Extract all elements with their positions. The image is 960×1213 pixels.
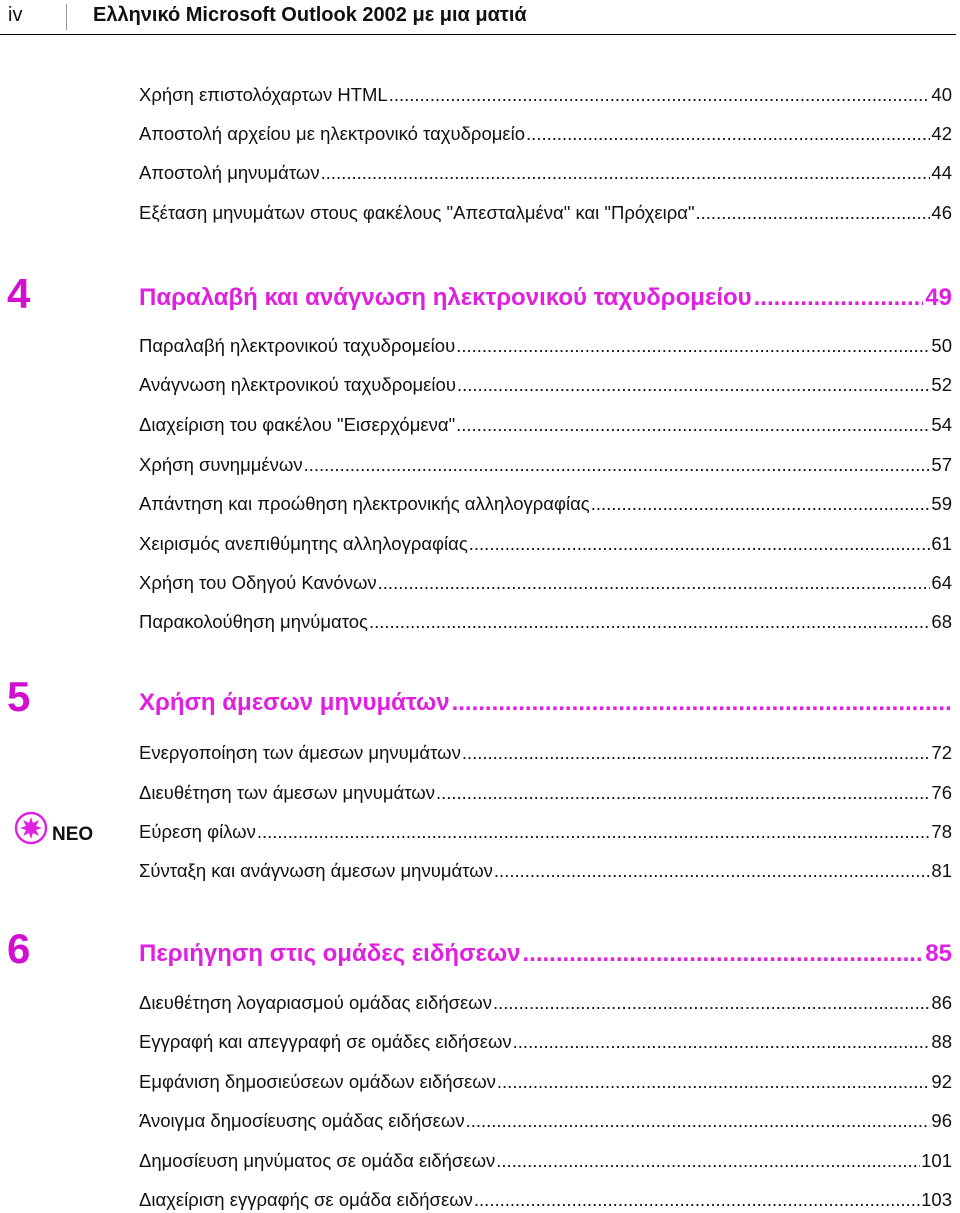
toc-entry-page: 46 bbox=[931, 202, 952, 223]
dot-leader bbox=[452, 689, 950, 717]
toc-entry-page: 72 bbox=[931, 742, 952, 763]
dot-leader bbox=[457, 374, 930, 396]
toc-entry-page: 101 bbox=[921, 1150, 952, 1171]
dot-leader bbox=[456, 414, 930, 436]
toc-entry-title: Εμφάνιση δημοσιεύσεων ομάδων ειδήσεων bbox=[139, 1071, 496, 1092]
chapter-number: 5 bbox=[7, 673, 31, 720]
toc-entry[interactable] bbox=[139, 1150, 952, 1172]
dot-leader bbox=[526, 123, 930, 145]
toc-entry[interactable] bbox=[139, 335, 952, 357]
toc-entry[interactable] bbox=[139, 454, 952, 476]
toc-entry-title: Διαχείριση του φακέλου "Εισερχόμενα" bbox=[139, 414, 456, 435]
toc-entry[interactable] bbox=[139, 821, 952, 843]
toc-entry-page: 88 bbox=[931, 1031, 952, 1052]
book-title: Ελληνικό Microsoft Outlook 2002 με μια ματιά bbox=[93, 4, 527, 26]
toc-entry-title: Άνοιγμα δημοσίευσης ομάδας ειδήσεων bbox=[139, 1110, 465, 1131]
toc-entry-page: 92 bbox=[931, 1071, 952, 1092]
dot-leader bbox=[321, 162, 931, 184]
toc-entry[interactable] bbox=[139, 123, 952, 145]
chapter-heading[interactable] bbox=[139, 940, 952, 968]
toc-entry[interactable] bbox=[139, 1071, 952, 1093]
dot-leader bbox=[462, 742, 931, 764]
toc-entry[interactable] bbox=[139, 1031, 952, 1053]
toc-entry-page: 57 bbox=[931, 454, 952, 475]
toc-entry-page: 81 bbox=[931, 860, 952, 881]
toc-entry-page: 76 bbox=[931, 782, 952, 803]
toc-entry[interactable] bbox=[139, 992, 952, 1014]
dot-leader bbox=[257, 821, 931, 843]
dot-leader bbox=[494, 860, 931, 882]
dot-leader bbox=[389, 84, 931, 106]
chapter-title: Περιήγηση στις ομάδες ειδήσεων bbox=[139, 940, 521, 967]
toc-entry-page: 40 bbox=[931, 84, 952, 105]
toc-entry-title: Εγγραφή και απεγγραφή σε ομάδες ειδήσεων bbox=[139, 1031, 512, 1052]
toc-entry-title: Διευθέτηση των άμεσων μηνυμάτων bbox=[139, 782, 435, 803]
toc-entry-title: Απάντηση και προώθηση ηλεκτρονικής αλληλογραφίας bbox=[139, 493, 590, 514]
toc-entry-page: 64 bbox=[931, 572, 952, 593]
header-divider bbox=[66, 4, 67, 30]
dot-leader bbox=[493, 992, 930, 1014]
dot-leader bbox=[591, 493, 931, 515]
toc-entry[interactable] bbox=[139, 533, 952, 555]
toc-entry-title: Ενεργοποίηση των άμεσων μηνυμάτων bbox=[139, 742, 461, 763]
toc-entry-title: Αποστολή αρχείου με ηλεκτρονικό ταχυδρομείο bbox=[139, 123, 526, 144]
toc-entry-title: Εξέταση μηνυμάτων στους φακέλους "Απεσταλμένα" και "Πρόχειρα" bbox=[139, 202, 695, 223]
page-number: iv bbox=[8, 4, 23, 26]
toc-entry-title: Χειρισμός ανεπιθύμητης αλληλογραφίας bbox=[139, 533, 468, 554]
toc-entry[interactable] bbox=[139, 1110, 952, 1132]
dot-leader bbox=[456, 335, 930, 357]
toc-entry[interactable] bbox=[139, 493, 952, 515]
chapter-heading[interactable] bbox=[139, 284, 952, 312]
toc-entry-title: Εύρεση φίλων bbox=[139, 821, 256, 842]
toc-entry-page: 52 bbox=[931, 374, 952, 395]
dot-leader bbox=[469, 533, 931, 555]
dot-leader bbox=[436, 782, 930, 804]
toc-entry-title: Σύνταξη και ανάγνωση άμεσων μηνυμάτων bbox=[139, 860, 493, 881]
dot-leader bbox=[304, 454, 931, 476]
dot-leader bbox=[754, 284, 924, 312]
toc-entry[interactable] bbox=[139, 1189, 952, 1211]
new-feature-burst-icon bbox=[14, 811, 48, 845]
toc-entry-title: Χρήση του Οδηγού Κανόνων bbox=[139, 572, 377, 593]
toc-entry-title: Ανάγνωση ηλεκτρονικού ταχυδρομείου bbox=[139, 374, 456, 395]
toc-entry[interactable] bbox=[139, 782, 952, 804]
toc-entry-page: 59 bbox=[931, 493, 952, 514]
toc-entry-title: Χρήση συνημμένων bbox=[139, 454, 303, 475]
toc-entry-page: 50 bbox=[931, 335, 952, 356]
toc-entry-title: Διαχείριση εγγραφής σε ομάδα ειδήσεων bbox=[139, 1189, 473, 1210]
toc-entry-page: 68 bbox=[931, 611, 952, 632]
new-label: ΝΕΟ bbox=[52, 824, 94, 845]
chapter-number: 6 bbox=[7, 925, 31, 972]
chapter-page: 49 bbox=[925, 284, 952, 311]
toc-entry-page: 96 bbox=[931, 1110, 952, 1131]
toc-entry-page: 54 bbox=[931, 414, 952, 435]
chapter-page: 85 bbox=[925, 940, 952, 967]
page-header bbox=[0, 0, 956, 35]
toc-entry-title: Χρήση επιστολόχαρτων HTML bbox=[139, 84, 388, 105]
chapter-heading[interactable] bbox=[139, 689, 952, 717]
toc-entry[interactable] bbox=[139, 742, 952, 764]
dot-leader bbox=[378, 572, 931, 594]
dot-leader bbox=[497, 1071, 931, 1093]
toc-entry-title: Διευθέτηση λογαριασμού ομάδας ειδήσεων bbox=[139, 992, 492, 1013]
toc-entry[interactable] bbox=[139, 611, 952, 633]
chapter-title: Παραλαβή και ανάγνωση ηλεκτρονικού ταχυδρομείου bbox=[139, 284, 752, 311]
dot-leader bbox=[496, 1150, 920, 1172]
chapter-title: Χρήση άμεσων μηνυμάτων bbox=[139, 689, 450, 716]
toc-entry-title: Αποστολή μηνυμάτων bbox=[139, 162, 320, 183]
toc-entry[interactable] bbox=[139, 84, 952, 106]
dot-leader bbox=[466, 1110, 931, 1132]
dot-leader bbox=[474, 1189, 920, 1211]
dot-leader bbox=[523, 940, 924, 968]
toc-entry[interactable] bbox=[139, 374, 952, 396]
toc-entry[interactable] bbox=[139, 414, 952, 436]
toc-entry-page: 103 bbox=[921, 1189, 952, 1210]
toc-entry[interactable] bbox=[139, 572, 952, 594]
toc-entry-page: 61 bbox=[931, 533, 952, 554]
new-feature-badge bbox=[14, 810, 93, 846]
toc-entry-title: Παρακολούθηση μηνύματος bbox=[139, 611, 368, 632]
dot-leader bbox=[369, 611, 930, 633]
toc-entry[interactable] bbox=[139, 202, 952, 224]
toc-entry-page: 86 bbox=[931, 992, 952, 1013]
toc-entry[interactable] bbox=[139, 162, 952, 184]
dot-leader bbox=[696, 202, 931, 224]
toc-entry-title: Δημοσίευση μηνύματος σε ομάδα ειδήσεων bbox=[139, 1150, 496, 1171]
toc-entry-title: Παραλαβή ηλεκτρονικού ταχυδρομείου bbox=[139, 335, 456, 356]
toc-entry-page: 44 bbox=[931, 162, 952, 183]
toc-entry-page: 78 bbox=[931, 821, 952, 842]
dot-leader bbox=[513, 1031, 931, 1053]
toc-entry[interactable] bbox=[139, 860, 952, 882]
toc-entry-page: 42 bbox=[931, 123, 952, 144]
chapter-number: 4 bbox=[7, 270, 31, 317]
